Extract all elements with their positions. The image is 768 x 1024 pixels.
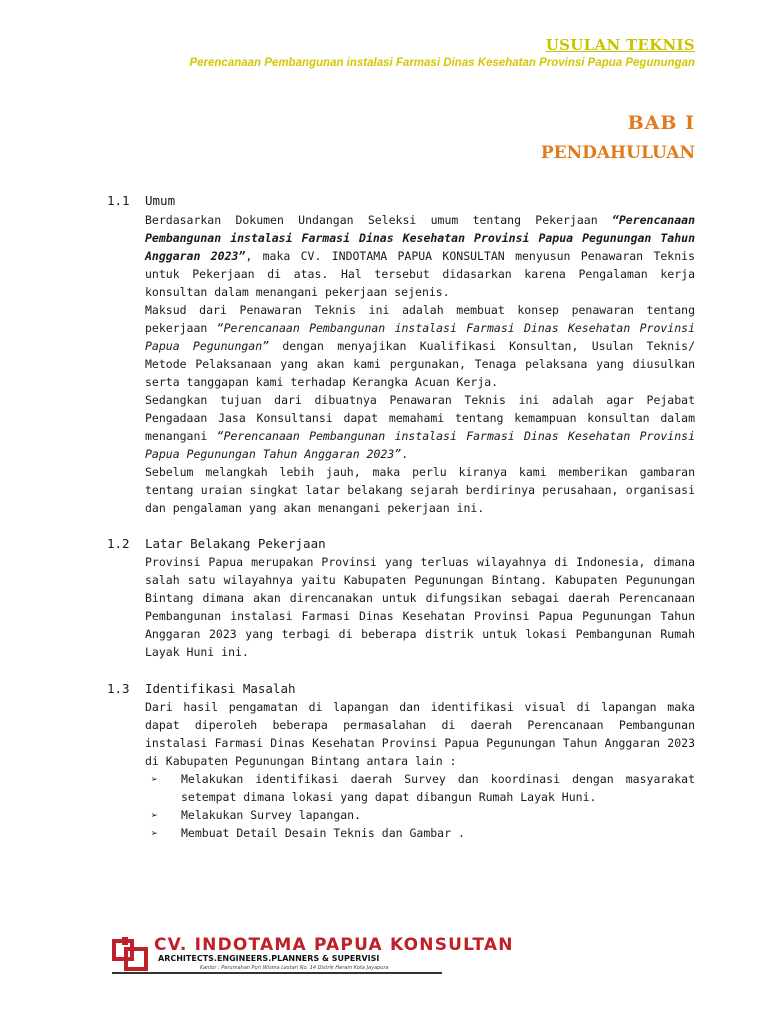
section-number: 1.2	[107, 536, 130, 551]
project-name-emphasis: “Perencanaan Pembangunan instalasi Farmasi Dinas Kesehatan Provinsi Papua Pegunungan Tahun Anggaran 2023”	[145, 213, 695, 263]
arrow-bullet-icon: ➢	[151, 826, 158, 840]
section-number: 1.3	[107, 681, 130, 696]
company-logo	[112, 935, 514, 975]
paragraph-text: dengan menyajikan Kualifikasi Konsultan, Usulan Teknis/ Metode Pelaksanaan yang akan kami pergunakan, Tenaga pelaksana yang diusulkan serta tanggapan kami terhadap Kerangka Acuan Kerja.	[145, 339, 695, 389]
paragraph-text: Berdasarkan Dokumen Undangan Seleksi umum tentang Pekerjaan	[145, 213, 612, 227]
list-item	[145, 806, 695, 824]
section-body-1-1	[145, 211, 695, 517]
paragraph	[145, 391, 695, 463]
section-heading-1-2	[107, 536, 326, 551]
chapter-label: BAB I	[627, 112, 695, 134]
header-subtitle: Perencanaan Pembangunan instalasi Farmasi Dinas Kesehatan Provinsi Papua Pegunungan	[189, 57, 695, 69]
section-body-1-3	[145, 698, 695, 842]
logo-company-name: CV. INDOTAMA PAPUA KONSULTAN	[154, 935, 514, 955]
logo-mark-icon	[112, 935, 152, 971]
list-item	[145, 770, 695, 806]
paragraph	[145, 211, 695, 301]
section-heading-1-3	[107, 681, 296, 696]
list-item-text: Membuat Detail Desain Teknis dan Gambar .	[181, 826, 465, 840]
paragraph: Dari hasil pengamatan di lapangan dan identifikasi visual di lapangan maka dapat diperoleh beberapa permasalahan di daerah Perencanaan Pembangunan instalasi Farmasi Dinas Kesehatan Provinsi Papua Pegunungan Tahun Anggaran 2023 di Kabupaten Pegunungan Bintang antara lain :	[145, 700, 695, 768]
list-item	[145, 824, 695, 842]
arrow-bullet-icon: ➢	[151, 808, 158, 822]
paragraph-text: Maksud dari Penawaran Teknis ini adalah membuat konsep penawaran tentang pekerjaan	[145, 303, 695, 335]
logo-divider	[112, 972, 442, 974]
paragraph-text: , maka CV. INDOTAMA PAPUA KONSULTAN menyusun Penawaran Teknis untuk Pekerjaan di atas. Hal tersebut didasarkan karena Pengalaman kerja konsultan dalam menangani pekerjaan sejenis.	[145, 249, 695, 299]
list-item-text: Melakukan identifikasi daerah Survey dan koordinasi dengan masyarakat setempat dimana lokasi yang dapat dibangun Rumah Layak Huni.	[181, 772, 695, 804]
header-title: USULAN TEKNIS	[545, 36, 695, 54]
list-item-text: Melakukan Survey lapangan.	[181, 808, 362, 822]
logo-address: Kantor : Perumahan Puri Wisma Lestari No. 14 Distrik Heram Kota Jayapura	[200, 965, 389, 971]
paragraph	[145, 301, 695, 391]
section-heading-1-1	[107, 193, 175, 208]
logo-tagline: ARCHITECTS.ENGINEERS.PLANNERS & SUPERVISI	[158, 954, 380, 963]
arrow-bullet-icon: ➢	[151, 772, 158, 786]
chapter-title: PENDAHULUAN	[540, 143, 695, 163]
bullet-list	[145, 770, 695, 842]
section-title: Latar Belakang Pekerjaan	[145, 536, 326, 551]
section-number: 1.1	[107, 193, 130, 208]
section-title: Umum	[145, 193, 176, 208]
project-name-emphasis: “Perencanaan Pembangunan instalasi Farmasi Dinas Kesehatan Provinsi Papua Pegunungan”	[145, 321, 695, 353]
section-title: Identifikasi Masalah	[145, 681, 296, 696]
paragraph-text: Sedangkan tujuan dari dibuatnya Penawaran Teknis ini adalah agar Pejabat Pengadaan Jasa Konsultansi dapat memahami tentang kemampuan konsultan dalam menangani	[145, 393, 695, 443]
project-name-emphasis: “Perencanaan Pembangunan instalasi Farmasi Dinas Kesehatan Provinsi Papua Pegunungan Tahun Anggaran 2023”	[145, 429, 695, 461]
paragraph-text: .	[401, 447, 409, 461]
section-body-1-2	[145, 553, 695, 661]
paragraph: Sebelum melangkah lebih jauh, maka perlu kiranya kami memberikan gambaran tentang uraian singkat latar belakang sejarah berdirinya perusahaan, organisasi dan pengalaman yang akan menangani pekerjaan ini.	[145, 465, 695, 515]
paragraph: Provinsi Papua merupakan Provinsi yang terluas wilayahnya di Indonesia, dimana salah satu wilayahnya yaitu Kabupaten Pegunungan Bintang. Kabupaten Pegunungan Bintang dimana akan direncanakan untuk difungsikan sebagai daerah Perencanaan Pembangunan instalasi Farmasi Dinas Kesehatan Provinsi Papua Pegunungan Tahun Anggaran 2023 yang terbagi di beberapa distrik untuk lokasi Pembangunan Rumah Layak Huni ini.	[145, 555, 695, 659]
